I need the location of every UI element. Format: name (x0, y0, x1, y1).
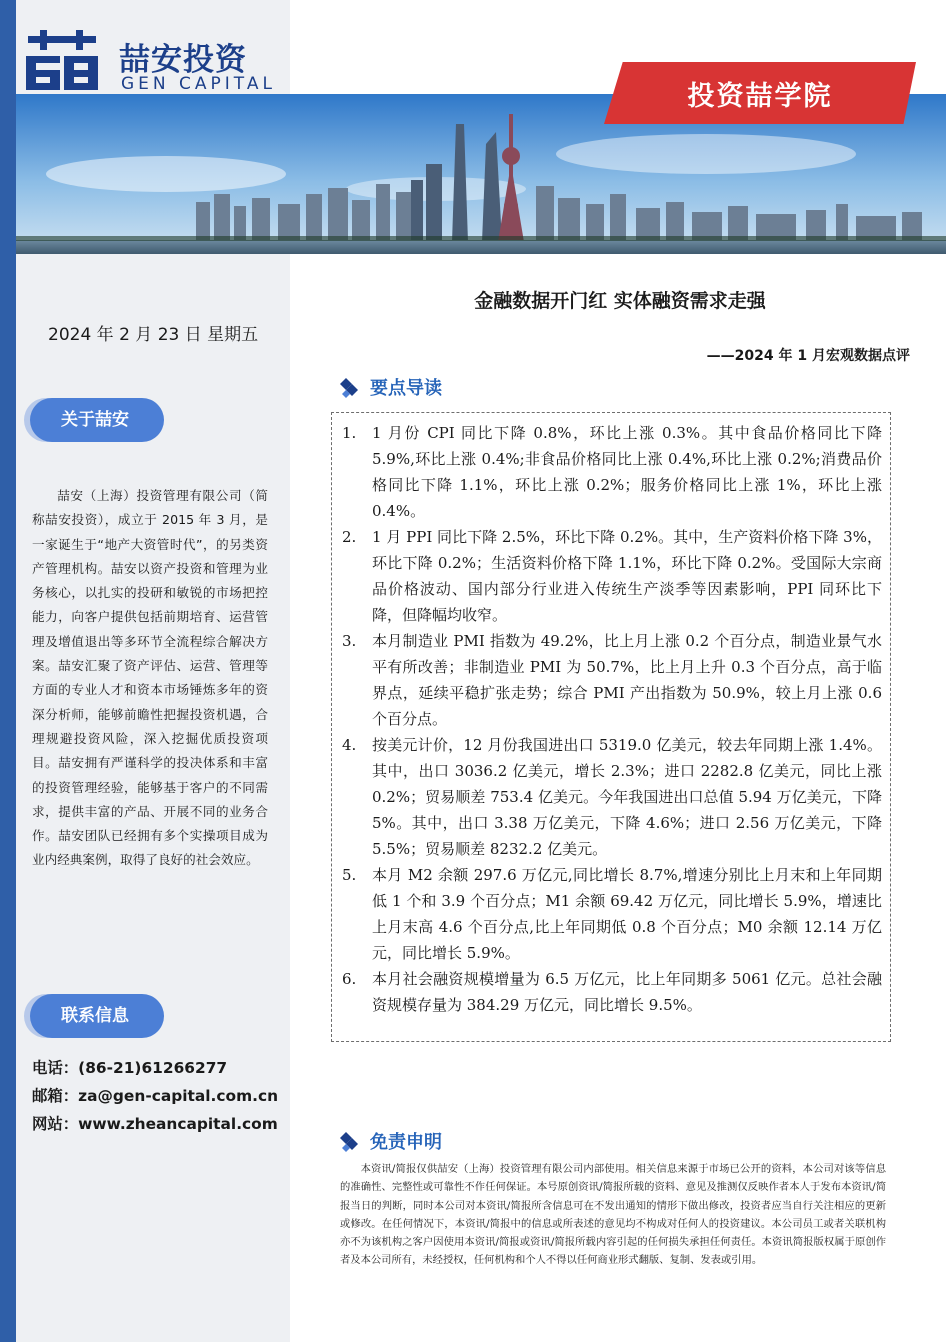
list-item-text: 本月制造业 PMI 指数为 49.2%，比上月上涨 0.2 个百分点，制造业景气水平有所改善；非制造业 PMI 为 50.7%，比上月上升 0.3 个百分点，高于临界点，延续平稳扩张走势；综合 PMI 产出指数为 50.9%，较上月上涨 0.6 个百分点。 (372, 632, 882, 728)
contact-phone: 电话：(86-21)61266277 (32, 1059, 228, 1077)
list-item (342, 524, 882, 628)
list-item-text: 1 月 PPI 同比下降 2.5%，环比下降 0.2%。其中，生产资料价格下降 3%，环比下降 0.2%；生活资料价格下降 1.1%，环比下降 0.2%。受国际大宗商品价格波动、国内部分行业进入传统生产淡季等因素影响，PPI 同环比下降，但降幅均收窄。 (372, 528, 882, 624)
list-item-text: 1 月份 CPI 同比下降 0.8%，环比上涨 0.3%。其中食品价格同比下降 5.9%,环比上涨 0.4%;非食品价格同比上涨 0.4%,环比上涨 0.2%;消费品价格同比下降 1.1%，环比上涨 0.2%；服务价格同比上涨 1%，环比上涨 0.4%。 (372, 424, 882, 520)
academy-label: 投资喆学院 (687, 80, 833, 112)
list-item-text: 按美元计价，12 月份我国进出口 5319.0 亿美元，较去年同期上涨 1.4%。其中，出口 3036.2 亿美元，增长 2.3%；进口 2282.8 亿美元，同比上涨 0.2%；贸易顺差 753.4 亿美元。今年我国进出口总值 5.94 万亿美元，下降 5%。其中，出口 3.38 万亿美元，下降 4.6%；进口 2.56 万亿美元，下降 5.5%；贸易顺差 8232.2 亿美元。 (372, 736, 882, 858)
left-accent-stripe (0, 0, 16, 1342)
report-date: 2024 年 2 月 23 日 星期五 (48, 325, 259, 345)
list-item (342, 966, 882, 1018)
list-item (342, 732, 882, 862)
list-item-number: 2. (342, 528, 357, 546)
list-item-number: 1. (342, 424, 357, 442)
diamond-bullet-icon (338, 1130, 362, 1154)
gen-capital-logo-icon (24, 30, 100, 92)
diamond-bullet-icon (338, 376, 362, 400)
list-item-text: 本月社会融资规模增量为 6.5 万亿元，比上年同期多 5061 亿元。总社会融资规模存量为 384.29 万亿元，同比增长 9.5%。 (372, 970, 882, 1014)
contact-heading-pill (30, 994, 164, 1038)
about-text: 喆安（上海）投资管理有限公司（简称喆安投资），成立于 2015 年 3 月，是一家诞生于“地产大资管时代”，的另类资产管理机构。喆安以资产投资和管理为业务核心，以扎实的投研和敏锐的市场把控能力，向客户提供包括前期培育、运营管理及增值退出等多环节全流程综合解决方案。喆安汇聚了资产评估、运营、管理等方面的专业人才和资本市场锤炼多年的资深分析师，能够前瞻性把握投资机遇，合理规避投资风险，深入挖掘优质投资项目。喆安拥有严谨科学的投决体系和丰富的投资管理经验，能够基于客户的不同需求，提供丰富的产品、开展不同的业务合作。喆安团队已经拥有多个实操项目成为业内经典案例，取得了良好的社会效应。 (32, 488, 268, 868)
academy-badge (604, 62, 916, 124)
brand-name-cn: 喆安投资 (119, 42, 247, 78)
disclaimer-heading: 免责申明 (370, 1132, 442, 1153)
report-title: 金融数据开门红 实体融资需求走强 (474, 290, 766, 312)
list-item-number: 4. (342, 736, 357, 754)
about-heading: 关于喆安 (61, 410, 129, 430)
list-item-number: 3. (342, 632, 357, 650)
about-heading-pill (30, 398, 164, 442)
list-item (342, 628, 882, 732)
report-subtitle: ——2024 年 1 月宏观数据点评 (706, 348, 910, 364)
brand-name-en: GEN CAPITAL (121, 74, 276, 94)
key-points-heading: 要点导读 (370, 378, 442, 399)
list-item-number: 6. (342, 970, 357, 988)
disclaimer-text: 本资讯/简报仅供喆安（上海）投资管理有限公司内部使用。相关信息来源于市场已公开的资料，本公司对该等信息的准确性、完整性或可靠性不作任何保证。本号原创资讯/简报所载的资料、意见及推测仅反映作者本人于发布本资讯/简报当日的判断，同时本公司对本资讯/简报所含信息可在不发出通知的情形下做出修改，投资者应当自行关注相应的更新或修改。在任何情况下，本资讯/简报中的信息或所表述的意见均不构成对任何人的投资建议。本公司员工或者关联机构亦不为该机构之客户因使用本资讯/简报或资讯/简报所载内容引起的任何损失承担任何责任。本资讯简报版权属于原创作者及本公司所有，未经授权，任何机构和个人不得以任何商业形式翻版、复制、发表或引用。 (340, 1163, 886, 1267)
list-item (342, 420, 882, 524)
contact-list (32, 1054, 278, 1138)
key-points-list (342, 420, 882, 1018)
contact-email: 邮箱：za@gen-capital.com.cn (32, 1087, 279, 1105)
brand-logo (24, 30, 294, 94)
list-item-number: 5. (342, 866, 357, 884)
list-item (342, 862, 882, 966)
contact-website: 网站：www.zheancapital.com (32, 1115, 278, 1133)
list-item-text: 本月 M2 余额 297.6 万亿元,同比增长 8.7%,增速分别比上月末和上年同期低 1 个和 3.9 个百分点；M1 余额 69.42 万亿元，同比增长 5.9%，增速比上月末高 4.6 个百分点,比上年同期低 0.8 个百分点；M0 余额 12.14 万亿元，同比增长 5.9%。 (372, 866, 882, 962)
contact-heading: 联系信息 (61, 1006, 129, 1026)
